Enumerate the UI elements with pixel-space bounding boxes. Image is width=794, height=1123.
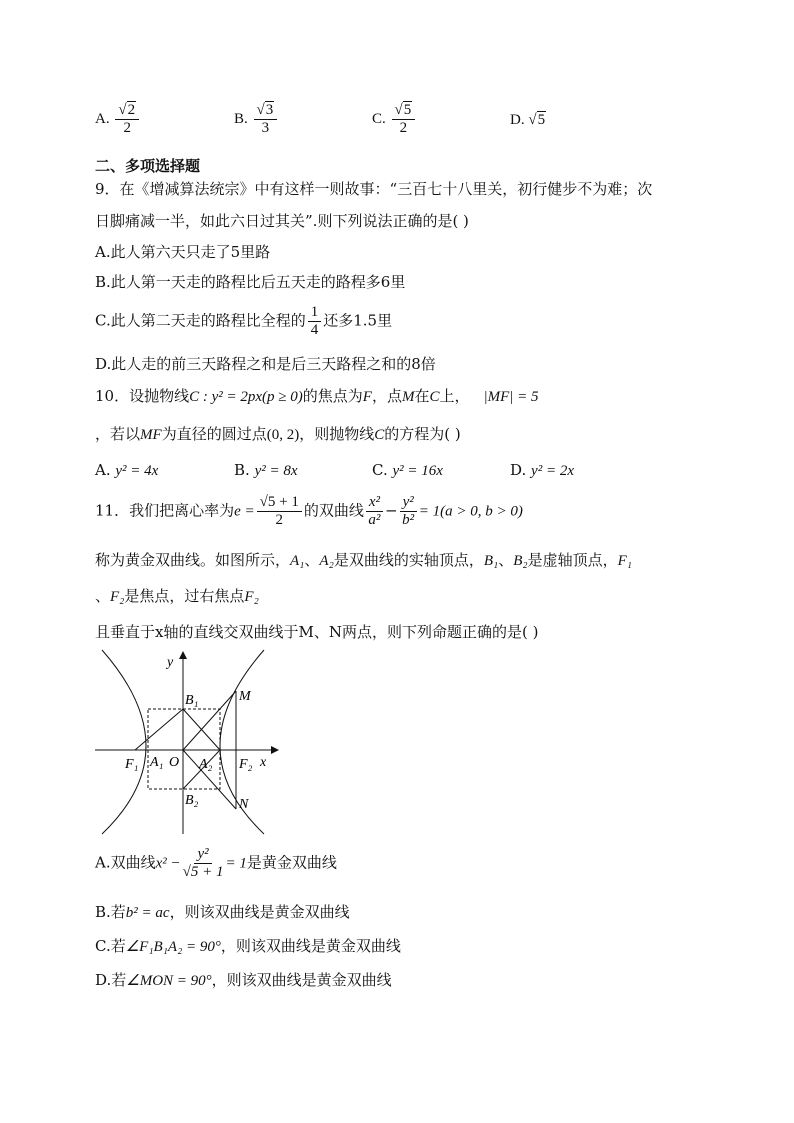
q8-option-d[interactable] [510, 110, 546, 130]
q10-option-b[interactable]: B. y² = 8x [234, 461, 298, 479]
q11-stem-line3: 、F₂是焦点，过右焦点F₂ [95, 587, 259, 605]
option-label: B. [234, 110, 248, 127]
q10-stem-line1: 10．设抛物线C : y² = 2px(p ≥ 0)的焦点为F，点M在C上， |MF| = 5 [95, 387, 539, 405]
option-label: C. [372, 110, 386, 127]
q9-option-a[interactable]: A.此人第六天只走了5里路 [95, 243, 271, 261]
label-a2: A₂ [199, 757, 213, 772]
label-a1: A₁ [150, 755, 164, 770]
q11-option-a[interactable]: A.双曲线x² − $\frac{\text{y²}}{√5 + 1}$ = 1是黄金双曲线 [95, 846, 337, 880]
q8-option-b[interactable] [234, 102, 279, 137]
q10-option-d[interactable]: D. y² = 2x [510, 461, 574, 479]
fraction: $\frac{√3}{3}$ [254, 102, 278, 137]
label-m: M [239, 689, 251, 704]
q11-option-d[interactable]: D.若∠MON = 90°，则该双曲线是黄金双曲线 [95, 971, 392, 989]
q11-option-b[interactable]: B.若b² = ac，则该双曲线是黄金双曲线 [95, 903, 350, 921]
q11-stem-line2: 称为黄金双曲线。如图所示，A₁、A₂是双曲线的实轴顶点，B₁、B₂是虚轴顶点，F₁ [95, 551, 633, 569]
label-f1: F₁ [125, 757, 139, 772]
q9-stem-line1: 9．在《增减算法统宗》中有这样一则故事：“三百七十八里关，初行健步不为难；次 [95, 180, 653, 198]
fraction: $\frac{√2}{2}$ [115, 102, 139, 137]
q11-stem-line4: 且垂直于x轴的直线交双曲线于M、N两点，则下列命题正确的是( ) [95, 623, 539, 641]
q10-option-c[interactable]: C. y² = 16x [372, 461, 443, 479]
label-f2: F₂ [239, 757, 253, 772]
fraction: $\frac{1}{4}$ [308, 304, 322, 339]
q9-option-b[interactable]: B.此人第一天走的路程比后五天走的路程多6里 [95, 273, 406, 291]
option-label: A. [95, 110, 110, 127]
label-n: N [239, 797, 249, 812]
q8-option-a[interactable] [95, 102, 141, 144]
segment-f1-b1 [135, 709, 183, 750]
q10-stem-line2: ，若以MF为直径的圆过点(0, 2)，则抛物线C的方程为( ) [95, 425, 461, 443]
sqrt-value: √5 [528, 112, 546, 128]
label-y: y [167, 655, 174, 670]
hyperbola-left-branch [102, 650, 146, 834]
q10-option-a[interactable]: A. y² = 4x [95, 461, 159, 479]
hyperbola-figure [95, 648, 280, 836]
q9-stem-line2: 日脚痛减一半，如此六日过其关”.则下列说法正确的是( ) [95, 212, 469, 230]
label-o: O [169, 755, 180, 770]
label-b2: B₂ [185, 793, 199, 808]
q9-option-c[interactable]: C.此人第二天走的路程比全程的 $\frac{1}{4}$ 还多1.5里 [95, 304, 393, 338]
q8-option-c[interactable] [372, 102, 417, 137]
fraction: $\frac{√5}{2}$ [392, 102, 416, 137]
option-label: D. [510, 112, 525, 128]
section-title: 二、多项选择题 [95, 157, 201, 175]
q9-option-d[interactable]: D.此人走的前三天路程之和是后三天路程之和的8倍 [95, 355, 436, 373]
q11-option-c[interactable]: C.若∠F₁B₁A₂ = 90°，则该双曲线是黄金双曲线 [95, 937, 401, 955]
label-b1: B₁ [185, 693, 199, 708]
q11-stem-line1: 11．我们把离心率为e = $\frac{√5 + 1}{2}$ 的双曲线 $\frac{\text{x²}}{\text{a²}}$ − $\frac{\text{y²}}{\text{b²}}$ = 1(a > 0, b > 0) [95, 494, 523, 528]
label-x: x [260, 755, 267, 770]
